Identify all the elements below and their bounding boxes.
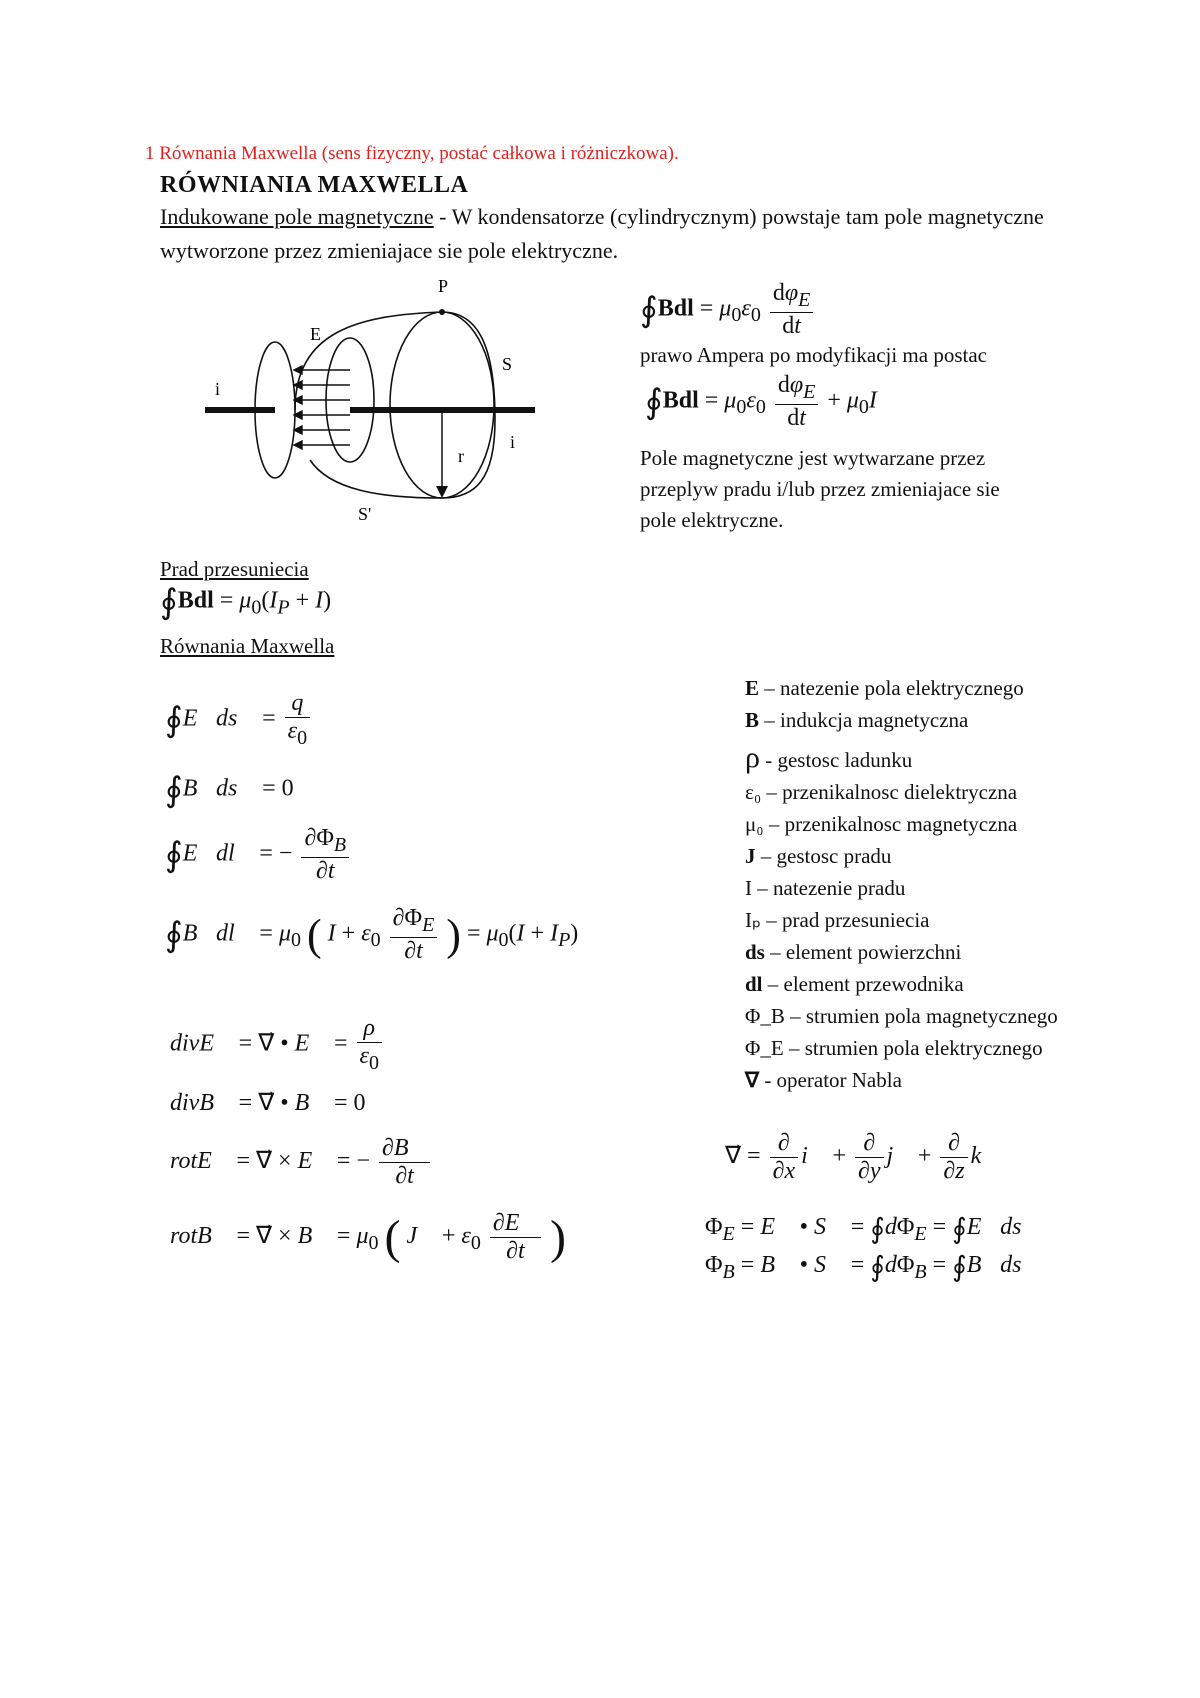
equation-displacement: ∮Bdl = $\mu_0(I_P + I)$: [160, 582, 332, 622]
surface-s-prime: [295, 312, 495, 498]
equation-nabla: ∇⃗ = $\frac{\partial}{\partial x}$ i⃗ + $\frac{\partial}{\partial y}$ j⃗ + $\frac{\partial}{\partial z}$ k⃗: [725, 1130, 1000, 1184]
source-note-line-1: Pole magnetyczne jest wytwarzane przez: [640, 446, 986, 470]
legend-item: ε₀ – przenikalnosc dielektryczna: [745, 780, 1018, 804]
legend-item: E – natezenie pola elektrycznego: [745, 676, 1024, 700]
ampere-note: prawo Ampera po modyfikacji ma postac: [640, 343, 987, 367]
point-p: [439, 309, 445, 315]
legend-item: I – natezenie pradu: [745, 876, 906, 900]
section-maxwell: Równania Maxwella: [160, 634, 335, 658]
capacitor-diagram: [190, 270, 550, 530]
label-i-left: i: [215, 379, 221, 399]
legend-item: ∇ - operator Nabla: [745, 1068, 902, 1092]
section-heading: RÓWNIANIA MAXWELLA: [160, 172, 469, 198]
legend-item: B – indukcja magnetyczna: [745, 708, 969, 732]
equation-faraday: ∮E⃗dl⃗ = − $\frac{\partial\Phi_B}{\partial t}$: [165, 825, 352, 885]
legend-item: Φ_E – strumien pola elektrycznego: [745, 1036, 1043, 1060]
radius-arrowhead: [436, 486, 448, 498]
equation-gauss-e: ∮E⃗ds⃗ = $\frac{q}{\varepsilon_0}$: [165, 690, 313, 750]
equation-div-b: divB⃗ = ∇⃗ • B⃗ = 0: [170, 1090, 366, 1116]
equation-rot-b: rotB⃗ = ∇⃗ × B⃗ = $\mu_0$ ( J⃗ + $\varepsilon_0$ $\frac{\partial E⃗}{\partial t}$ ): [170, 1210, 566, 1264]
intro-paragraph: [160, 200, 1060, 268]
label-p: P: [438, 276, 449, 296]
field-arrows: [294, 366, 350, 449]
equation-gauss-b: ∮B⃗ds⃗ = 0: [165, 770, 294, 810]
legend-item: ds – element powierzchni: [745, 940, 962, 964]
equation-flux-e: $\Phi_E$ = E⃗ • S⃗ = $∮d\Phi_E$ = ∮E⃗ds⃗: [705, 1212, 1041, 1245]
label-r: r: [458, 446, 464, 466]
page-title: 1 Równania Maxwella (sens fizyczny, postać całkowa i różniczkowa).: [145, 143, 679, 164]
legend-item: J – gestosc pradu: [745, 844, 892, 868]
label-e: E: [310, 324, 321, 344]
equation-ampere-integral: ∮B⃗dl⃗ = $\mu_0$ ( $I + \varepsilon_0$ $\frac{\partial\Phi_E}{\partial t}$ ) = $\mu_0(I + I_P)$: [165, 905, 579, 964]
equation-induced-field: ∮Bdl = $\mu_0\varepsilon_0$ $\frac{d\varphi_E}{dt}$: [640, 280, 816, 340]
legend-item: Φ_B – strumien pola magnetycznego: [745, 1004, 1058, 1028]
equation-flux-b: $\Phi_B$ = B⃗ • S⃗ = $∮d\Phi_B$ = ∮B⃗ds⃗: [705, 1250, 1041, 1283]
legend-item: Iₚ – prad przesuniecia: [745, 908, 930, 932]
source-note-line-3: pole elektryczne.: [640, 508, 784, 532]
intro-link-text: Indukowane pole magnetyczne: [160, 204, 434, 229]
legend-item: ρ - gestosc ladunku: [745, 741, 913, 774]
source-note-line-2: przeplyw pradu i/lub przez zmieniajace sie: [640, 477, 1000, 501]
symbol-legend: [745, 672, 1058, 1096]
legend-item: dl – element przewodnika: [745, 972, 964, 996]
section-displacement: Prad przesuniecia: [160, 557, 309, 581]
equation-rot-e: rotE⃗ = ∇⃗ × E⃗ = − $\frac{\partial B⃗}{\partial t}$: [170, 1135, 433, 1190]
equation-div-e: divE⃗ = ∇⃗ • E⃗ = $\frac{\rho}{\varepsilon_0}$: [170, 1015, 385, 1075]
source-note: [640, 443, 1000, 536]
equation-ampere-maxwell: ∮Bdl = $\mu_0\varepsilon_0$ $\frac{d\varphi_E}{dt}$ + $\mu_0I$: [645, 372, 877, 431]
label-i-right: i: [510, 432, 516, 452]
label-s-prime: S': [358, 504, 372, 524]
label-s: S: [502, 354, 513, 374]
intro-text: - W kondensatorze (cylindrycznym) powstaje tam pole magnetyczne wytworzone przez zmieniajace sie pole elektryczne.: [160, 204, 1044, 263]
legend-item: μ₀ – przenikalnosc magnetyczna: [745, 812, 1018, 836]
